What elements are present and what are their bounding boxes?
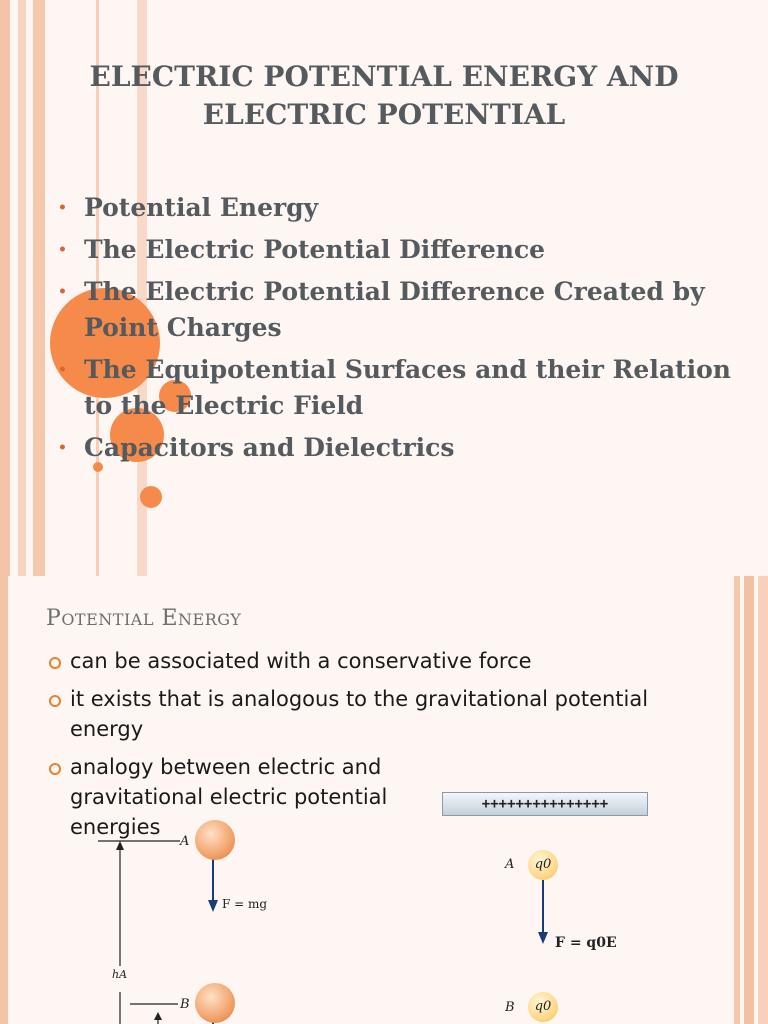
bullet-icon: • bbox=[58, 200, 67, 216]
heading-rest: OTENTIAL bbox=[61, 610, 154, 629]
list-item-label: The Electric Potential Difference Created by Point Charges bbox=[84, 277, 705, 342]
list-item-label: analogy between electric and gravitational electric potential energies bbox=[70, 755, 388, 839]
ring-bullet-icon bbox=[49, 657, 61, 669]
ring-bullet-icon bbox=[49, 695, 61, 707]
slide-heading bbox=[46, 606, 241, 631]
heading-rest: NERGY bbox=[178, 610, 242, 629]
decor-stripe bbox=[0, 0, 10, 576]
bullet-icon: • bbox=[58, 362, 67, 378]
ring-bullet-icon bbox=[49, 763, 61, 775]
list-item bbox=[46, 646, 676, 676]
charge-b-icon: q0 bbox=[528, 992, 558, 1022]
list-item-label: The Electric Potential Difference bbox=[84, 235, 546, 264]
slide-title-text bbox=[60, 58, 708, 134]
analogy-figure bbox=[0, 786, 768, 1024]
bullet-icon: • bbox=[58, 242, 67, 258]
label-ha: hA bbox=[112, 968, 128, 981]
slide-potential-energy bbox=[0, 576, 768, 1024]
label-b-right: B bbox=[505, 1000, 515, 1015]
ball-b-icon bbox=[195, 983, 235, 1023]
charged-plate: +++++++++++++++ bbox=[442, 792, 648, 816]
list-item-label: can be associated with a conservative force bbox=[70, 649, 532, 673]
decor-stripe bbox=[33, 0, 45, 576]
list-item bbox=[56, 274, 736, 346]
list-item bbox=[46, 684, 676, 744]
decor-stripe bbox=[18, 0, 26, 576]
bullet-icon: • bbox=[58, 284, 67, 300]
list-item-label: Potential Energy bbox=[84, 193, 319, 222]
charge-a-icon: q0 bbox=[528, 850, 558, 880]
label-b-left: B bbox=[180, 997, 190, 1012]
title-line: ELECTRIC POTENTIAL bbox=[202, 98, 566, 131]
list-item bbox=[56, 232, 736, 268]
electric-force-arrow bbox=[533, 880, 553, 950]
title-line: ELECTRIC POTENTIAL ENERGY AND bbox=[89, 60, 679, 93]
list-item bbox=[56, 190, 736, 226]
heading-cap: E bbox=[161, 606, 179, 631]
list-item-label: it exists that is analogous to the gravitational potential energy bbox=[70, 687, 649, 741]
list-item-label: The Equipotential Surfaces and their Relation to the Electric Field bbox=[84, 355, 731, 420]
decor-circle bbox=[140, 486, 162, 508]
list-item bbox=[56, 430, 736, 466]
list-item-label: Capacitors and Dielectrics bbox=[84, 433, 455, 462]
label-a-right: A bbox=[505, 857, 515, 872]
label-a-left: A bbox=[180, 834, 190, 849]
force-gravity-label: F = mg bbox=[222, 897, 268, 911]
ball-a-icon bbox=[195, 820, 235, 860]
heading-cap: P bbox=[46, 606, 62, 631]
list-item bbox=[56, 352, 736, 424]
force-electric-label: F = q0E bbox=[555, 935, 617, 951]
topic-list bbox=[56, 190, 736, 472]
bullet-icon: • bbox=[58, 440, 67, 456]
